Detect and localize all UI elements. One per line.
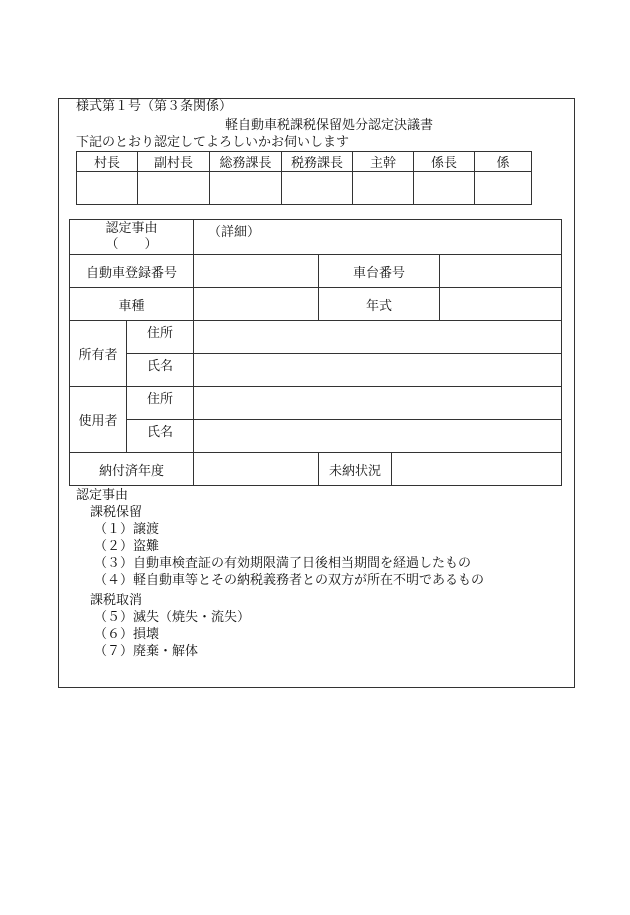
chassis-label: 車台番号 xyxy=(319,255,440,288)
owner-label: 所有者 xyxy=(70,321,127,387)
model-year-field[interactable] xyxy=(440,288,562,321)
owner-name-field[interactable] xyxy=(194,354,562,387)
reg-number-field[interactable] xyxy=(194,255,319,288)
stamp-cell[interactable] xyxy=(353,172,414,205)
hold-heading: 課税保留 xyxy=(90,505,143,520)
type-field[interactable] xyxy=(194,288,319,321)
approver-head: 村長 xyxy=(77,152,138,172)
stamp-cell[interactable] xyxy=(77,172,138,205)
cancel-heading: 課税取消 xyxy=(90,593,143,608)
reason-item: （３）自動車検査証の有効期限満了日後相当期間を経過したもの xyxy=(94,556,472,571)
model-year-label: 年式 xyxy=(319,288,440,321)
reason-item: （１）譲渡 xyxy=(94,522,160,537)
reason-item: （６）損壊 xyxy=(94,627,160,642)
paid-year-field[interactable] xyxy=(194,453,319,486)
type-label: 車種 xyxy=(70,288,194,321)
vehicle-form-table xyxy=(69,219,562,486)
reg-number-label: 自動車登録番号 xyxy=(70,255,194,288)
stamp-cell[interactable] xyxy=(475,172,532,205)
user-address-label: 住所 xyxy=(127,387,194,420)
reason-item: （７）廃棄・解体 xyxy=(94,644,199,659)
reason-item: （５）滅失（焼失・流失） xyxy=(94,610,251,625)
stamp-cell[interactable] xyxy=(210,172,282,205)
approver-head: 税務課長 xyxy=(282,152,353,172)
approval-table xyxy=(76,151,532,205)
user-name-label: 氏名 xyxy=(127,420,194,453)
unpaid-label: 未納状況 xyxy=(319,453,392,486)
approver-head: 総務課長 xyxy=(210,152,282,172)
approver-head: 副村長 xyxy=(138,152,210,172)
detail-cell[interactable] xyxy=(194,220,562,255)
reason-item: （２）盗難 xyxy=(94,539,160,554)
owner-name-label: 氏名 xyxy=(127,354,194,387)
chassis-field[interactable] xyxy=(440,255,562,288)
stamp-cell[interactable] xyxy=(414,172,475,205)
request-text: 下記のとおり認定してよろしいかお伺いします xyxy=(76,135,350,150)
detail-label: （詳細） xyxy=(208,225,261,240)
stamp-cell[interactable] xyxy=(138,172,210,205)
owner-address-label: 住所 xyxy=(127,321,194,354)
user-address-field[interactable] xyxy=(194,387,562,420)
user-label: 使用者 xyxy=(70,387,127,453)
reason-paren: （ ） xyxy=(105,237,158,252)
reasons-heading: 認定事由 xyxy=(76,488,129,503)
paid-year-label: 納付済年度 xyxy=(70,453,194,486)
approver-head: 主幹 xyxy=(353,152,414,172)
approver-head: 係長 xyxy=(414,152,475,172)
approver-head: 係 xyxy=(475,152,532,172)
reason-label: 認定事由 xyxy=(105,221,158,236)
stamp-cell[interactable] xyxy=(282,172,353,205)
form-number: 様式第１号（第３条関係） xyxy=(76,99,233,114)
user-name-field[interactable] xyxy=(194,420,562,453)
reason-label-cell xyxy=(70,220,194,255)
document-title: 軽自動車税課税保留処分認定決議書 xyxy=(225,118,434,133)
unpaid-field[interactable] xyxy=(392,453,562,486)
reason-item: （４）軽自動車等とその納税義務者との双方が所在不明であるもの xyxy=(94,573,485,588)
owner-address-field[interactable] xyxy=(194,321,562,354)
